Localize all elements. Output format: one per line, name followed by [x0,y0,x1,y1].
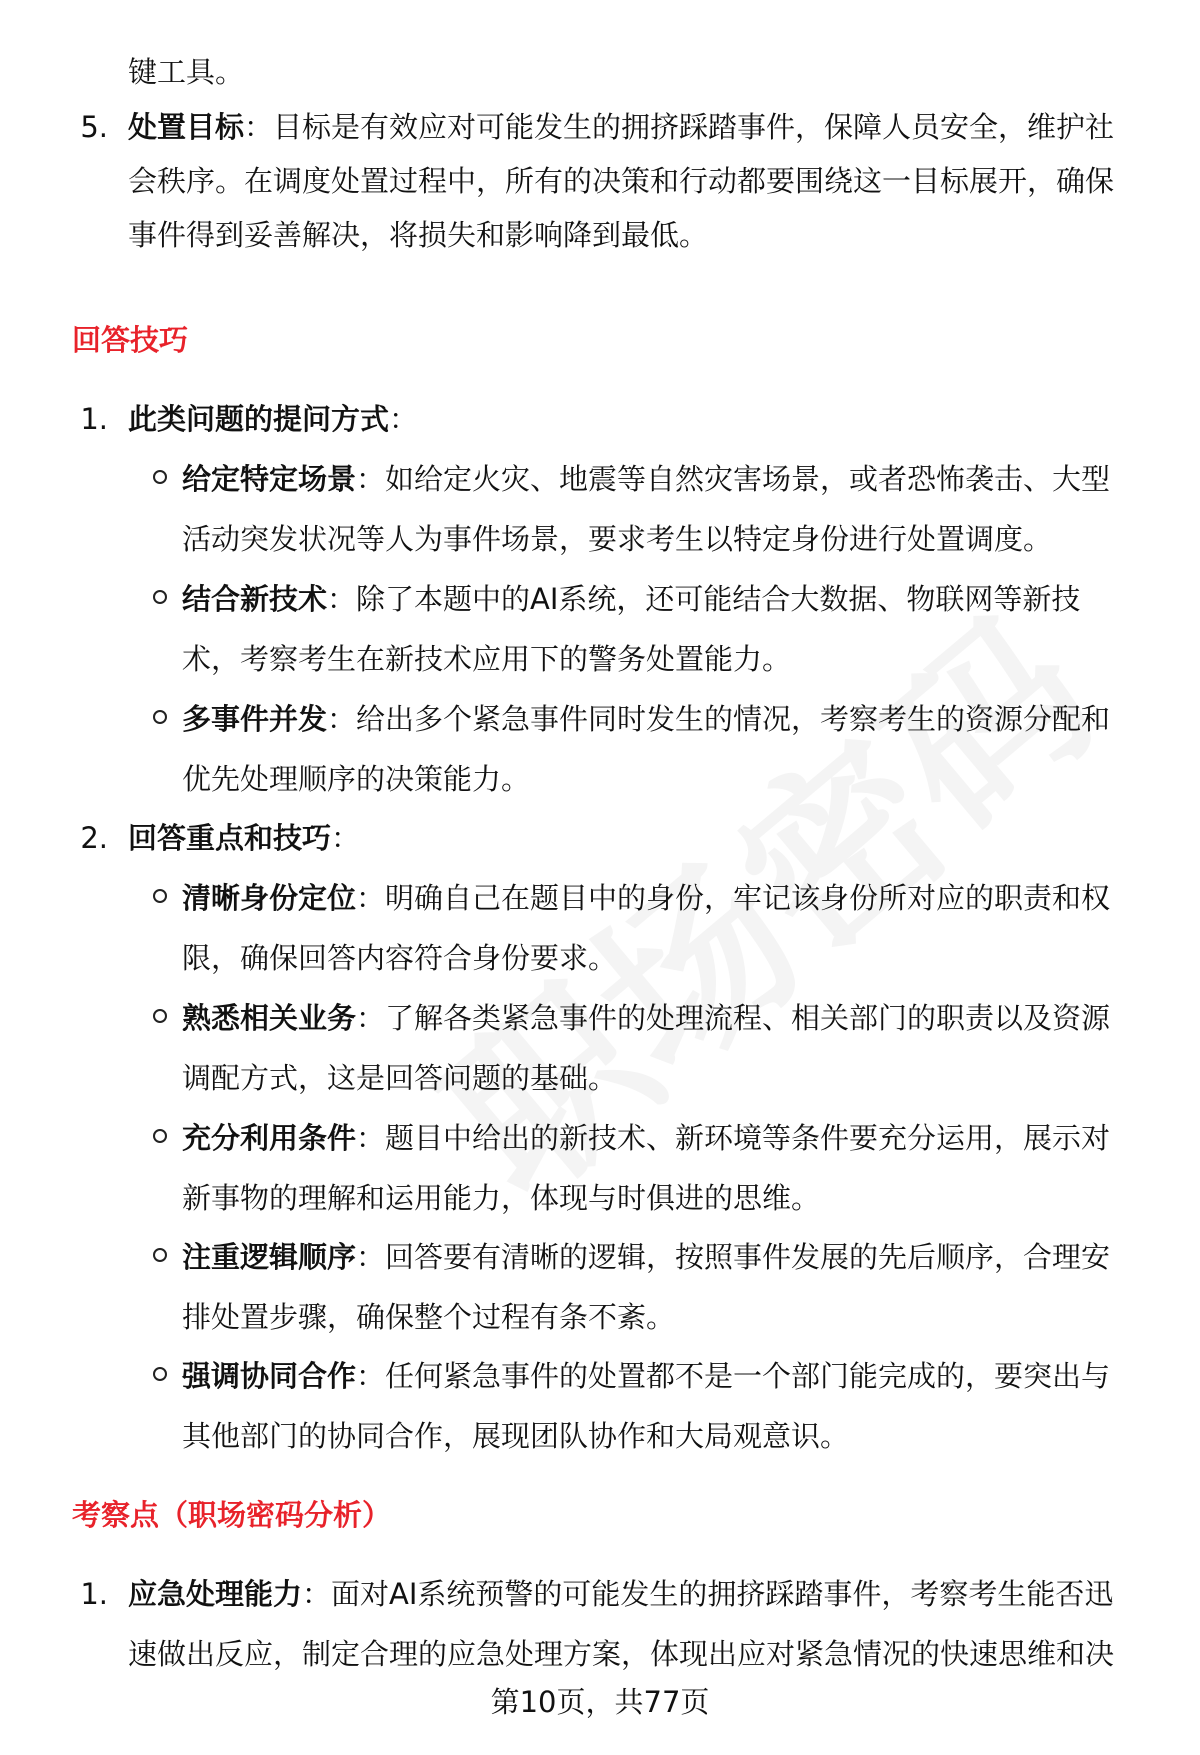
bullet-icon [153,889,167,903]
bullet-item [182,1356,1110,1396]
bullet-icon [153,1009,167,1023]
bullet-title: 给定特定场景 [182,462,357,496]
list-number: 1. [80,402,108,436]
bullet-title: 多事件并发 [182,702,328,736]
bullet-title: 强调协同合作 [182,1359,357,1393]
item-colon: ： [302,1577,332,1611]
item-title: 回答重点和技巧 [128,821,332,855]
list-item [128,1574,1113,1614]
item-colon: ： [389,402,419,436]
bullet-item [182,878,1110,918]
item-title: 应急处理能力 [128,1577,303,1611]
bullet-item [182,579,1080,619]
bullet-title: 清晰身份定位 [182,881,357,915]
bullet-colon: ： [356,1240,386,1274]
bullet-item [182,1237,1110,1277]
bullet-text: 回答要有清晰的逻辑，按照事件发展的先后顺序，合理安 [385,1240,1111,1274]
bullet-icon [153,1248,167,1262]
bullet-item [182,1118,1110,1158]
bullet-colon: ： [327,582,357,616]
item-colon: ： [331,821,361,855]
bullet-text: 如给定火灾、地震等自然灾害场景，或者恐怖袭击、大型 [385,462,1111,496]
item-title: 此类问题的提问方式 [128,402,390,436]
item-text-line: 速做出反应，制定合理的应急处理方案，体现出应对紧急情况的快速思维和决 [128,1637,1115,1671]
bullet-colon: ： [327,702,357,736]
bullet-text: 了解各类紧急事件的处理流程、相关部门的职责以及资源 [385,1001,1111,1035]
bullet-item [182,459,1110,499]
item-text: 面对AI系统预警的可能发生的拥挤踩踏事件，考察考生能否迅 [331,1577,1114,1611]
bullet-text-line: 排处置步骤，确保整个过程有条不紊。 [182,1300,676,1334]
bullet-title: 结合新技术 [182,582,328,616]
bullet-text: 明确自己在题目中的身份，牢记该身份所对应的职责和权 [385,881,1111,915]
page-footer: 第10页，共77页 [490,1685,710,1719]
bullet-text-line: 术，考察考生在新技术应用下的警务处置能力。 [182,642,792,676]
item-title: 处置目标 [128,110,245,144]
list-number: 5. [80,110,108,144]
list-number: 1. [80,1577,108,1611]
list-item [128,107,1114,147]
bullet-colon: ： [356,1359,386,1393]
item-text-line: 会秩序。在调度处置过程中，所有的决策和行动都要围绕这一目标展开，确保 [128,164,1115,198]
bullet-colon: ： [356,881,386,915]
item-text: 目标是有效应对可能发生的拥挤踩踏事件，保障人员安全，维护社 [273,110,1115,144]
item-colon: ： [244,110,274,144]
list-number: 2. [80,821,108,855]
list-item [128,399,418,439]
bullet-text-line: 活动突发状况等人为事件场景，要求考生以特定身份进行处置调度。 [182,522,1053,556]
bullet-text-line: 优先处理顺序的决策能力。 [182,762,531,796]
list-item [128,818,360,858]
bullet-text: 给出多个紧急事件同时发生的情况，考察考生的资源分配和 [356,702,1111,736]
bullet-icon [153,1367,167,1381]
item-text-line: 事件得到妥善解决，将损失和影响降到最低。 [128,218,709,252]
bullet-text-line: 调配方式，这是回答问题的基础。 [182,1061,618,1095]
bullet-text-line: 其他部门的协同合作，展现团队协作和大局观意识。 [182,1419,850,1453]
bullet-colon: ： [356,1121,386,1155]
section-heading: 考察点（职场密码分析） [72,1498,392,1532]
bullet-item [182,998,1110,1038]
bullet-title: 熟悉相关业务 [182,1001,357,1035]
bullet-icon [153,1129,167,1143]
bullet-colon: ： [356,1001,386,1035]
bullet-text: 任何紧急事件的处置都不是一个部门能完成的，要突出与 [385,1359,1111,1393]
bullet-text: 题目中给出的新技术、新环境等条件要充分运用，展示对 [385,1121,1111,1155]
bullet-colon: ： [356,462,386,496]
bullet-title: 注重逻辑顺序 [182,1240,357,1274]
continuation-text: 键工具。 [128,55,245,89]
bullet-icon [153,590,167,604]
bullet-icon [153,710,167,724]
bullet-title: 充分利用条件 [182,1121,357,1155]
bullet-icon [153,470,167,484]
bullet-text-line: 限，确保回答内容符合身份要求。 [182,941,618,975]
bullet-text: 除了本题中的AI系统，还可能结合大数据、物联网等新技 [356,582,1081,616]
bullet-item [182,699,1110,739]
bullet-text-line: 新事物的理解和运用能力，体现与时俱进的思维。 [182,1181,821,1215]
section-heading: 回答技巧 [72,323,189,357]
